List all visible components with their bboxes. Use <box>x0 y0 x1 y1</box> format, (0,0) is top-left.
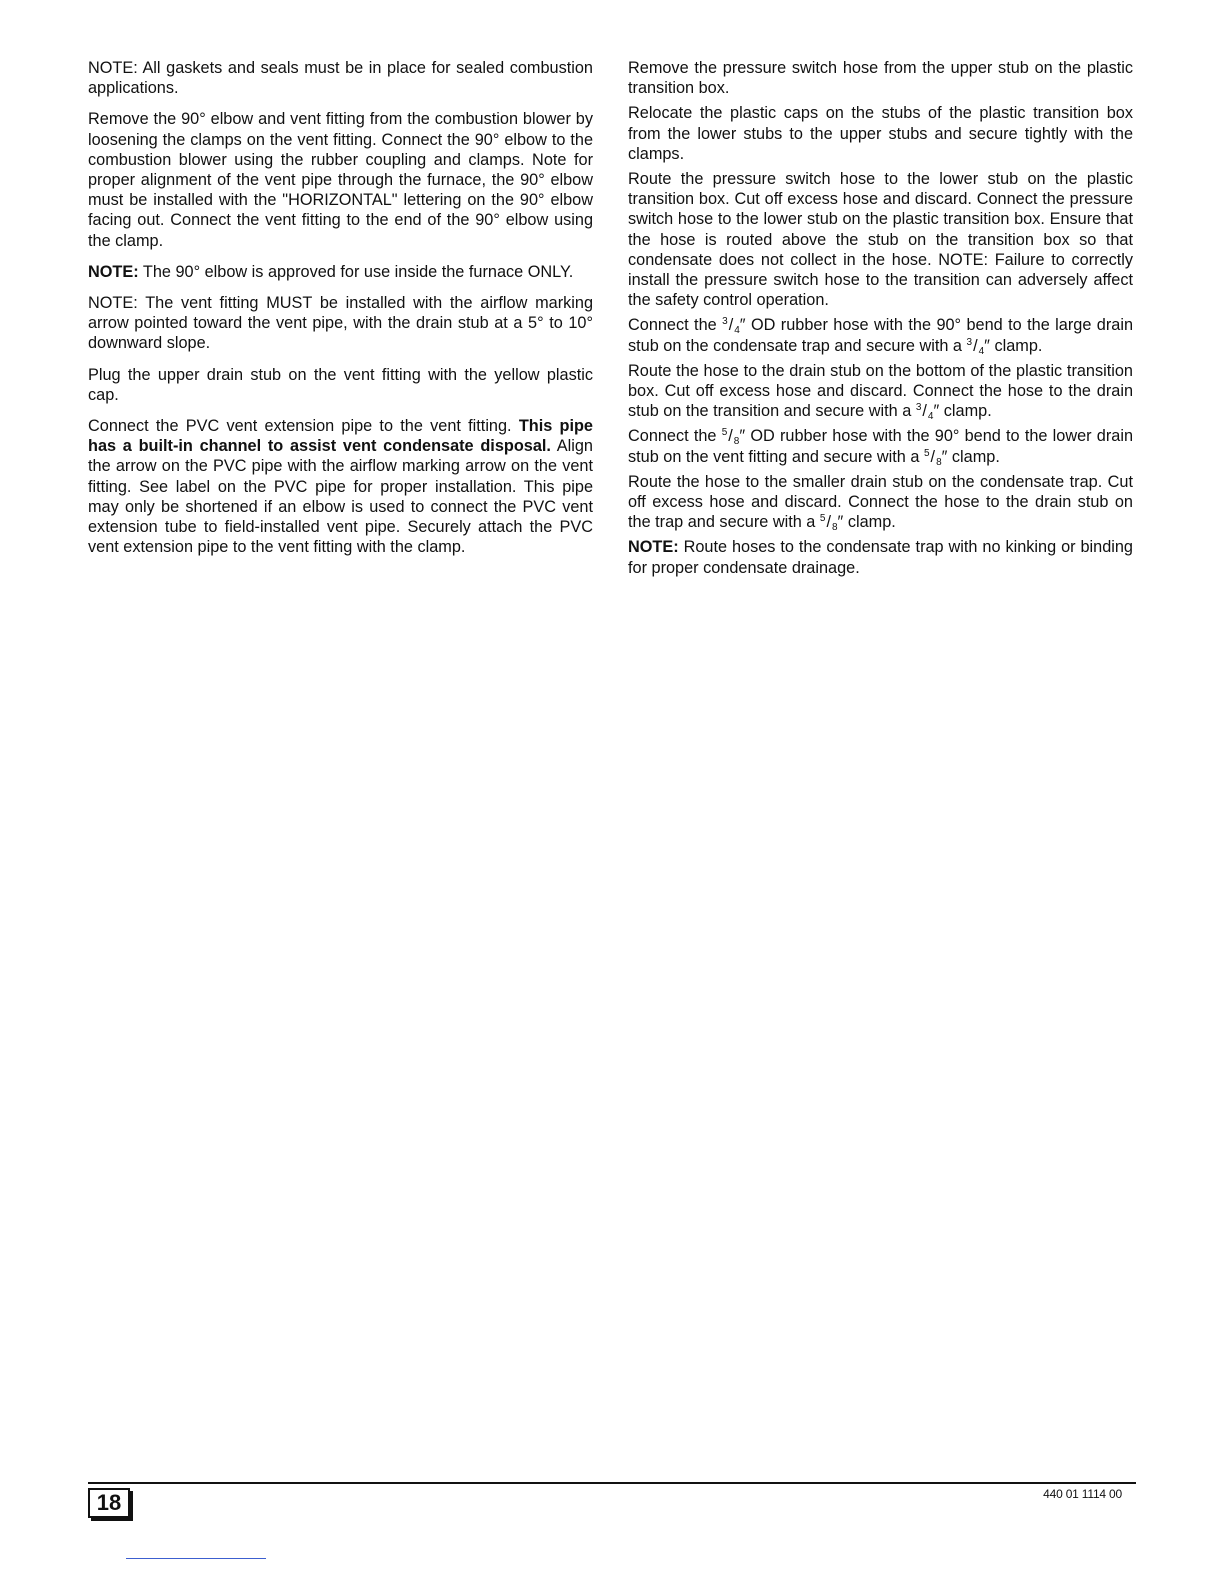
page-number: 18 <box>88 1488 130 1518</box>
text: clamp. <box>843 513 896 532</box>
fraction-slash: / <box>826 513 831 532</box>
note-text: The 90° elbow is approved for use inside the furnace ONLY. <box>138 262 574 281</box>
inch-mark: ″ <box>739 316 746 335</box>
fraction-slash: / <box>922 402 927 421</box>
paragraph-connect-three-quarter-hose <box>628 315 1133 355</box>
fraction-numerator: 3 <box>915 402 922 414</box>
fraction-five-eighth <box>819 513 844 534</box>
text: Connect the <box>628 427 722 446</box>
paragraph-sealed-combustion-note: NOTE: All gaskets and seals must be in place for sealed combustion applications. <box>88 59 593 98</box>
fraction-three-quarter <box>967 337 990 355</box>
fraction-three-quarter <box>722 316 746 337</box>
fraction-numerator: 3 <box>966 336 973 348</box>
inch-mark: ″ <box>837 513 844 532</box>
fraction-denominator: 8 <box>936 456 942 468</box>
paragraph-vent-fitting-note: NOTE: The vent fitting MUST be installed with the airflow marking arrow pointed toward the vent pipe, with the drain stub at a 5° to 10° downward slope. <box>88 294 593 353</box>
paragraph-route-hose-trap <box>628 472 1133 533</box>
paragraph-route-pressure-hose: Route the pressure switch hose to the lower stub on the plastic transition box. Cut off excess hose and discard. Connect the pressure switch hose to the lower stub on the plastic transition box. Ensure that the hose is routed above the stub on the transition box so that condensate does not collect in the hose. NOTE: Failure to correctly install the pressure switch hose to the transition can adversely affect the safety control operation. <box>628 170 1133 310</box>
paragraph-plug-drain-stub: Plug the upper drain stub on the vent fitting with the yellow plastic cap. <box>88 365 593 404</box>
document-code: 440 01 1114 00 <box>1043 1487 1122 1501</box>
text: Connect the <box>628 316 723 335</box>
fraction-slash: / <box>728 316 734 335</box>
pvc-text-start: Connect the PVC vent extension pipe to the vent fitting. <box>88 417 519 436</box>
pvc-text-end: Align the arrow on the PVC pipe with the airflow marking arrow on the vent fitting. See label on the PVC pipe for proper installation. This pipe may only be shortened if an elbow is used to connect the PVC vent extension tube to field-installed vent pipe. Securely attach the PVC vent extension pipe to the vent fitting with the clamp. <box>88 437 593 557</box>
fraction-denominator: 4 <box>927 411 934 423</box>
paragraph-route-hose-transition <box>628 361 1133 422</box>
text: clamp. <box>989 336 1043 355</box>
note-label: NOTE: <box>628 538 679 557</box>
text: OD rubber hose with the 90° bend to the large drain stub on the condensate trap and secure with a <box>628 316 1134 355</box>
text: Route the hose to the smaller drain stub on the condensate trap. Cut off excess hose and discard. Connect the hose to the drain stub on the trap and secure with a <box>628 472 1133 532</box>
right-column <box>628 58 1133 583</box>
fraction-denominator: 8 <box>733 436 740 448</box>
fraction-numerator: 5 <box>923 447 930 459</box>
fraction-slash: / <box>973 336 978 355</box>
paragraph-elbow-approval-note <box>88 262 593 282</box>
fraction-denominator: 8 <box>831 522 838 534</box>
left-column <box>88 58 593 568</box>
note-label: NOTE: <box>88 262 139 281</box>
paragraph-connect-five-eighth-hose <box>628 426 1133 466</box>
footer-rule <box>88 1482 1136 1484</box>
inch-mark: ″ <box>933 402 940 421</box>
paragraph-pvc-extension <box>88 416 593 557</box>
inch-mark: ″ <box>941 447 948 466</box>
fraction-three-quarter <box>915 402 940 423</box>
fraction-numerator: 5 <box>819 513 826 525</box>
fraction-numerator: 3 <box>722 316 728 328</box>
fraction-five-eighth <box>924 448 947 466</box>
text: Route the hose to the drain stub on the bottom of the plastic transition box. Cut off excess hose and discard. Connect the hose to the drain stub on the transition and secure with a <box>628 361 1133 421</box>
edge-link-line <box>126 1558 266 1559</box>
fraction-denominator: 4 <box>978 345 985 357</box>
note-text: Route hoses to the condensate trap with no kinking or binding for proper condensate drainage. <box>628 538 1133 577</box>
paragraph-remove-pressure-hose: Remove the pressure switch hose from the upper stub on the plastic transition box. <box>628 59 1133 98</box>
text: clamp. <box>947 447 1000 466</box>
text: clamp. <box>939 402 992 421</box>
fraction-denominator: 4 <box>734 325 740 337</box>
pvc-bold-text: This pipe has a built-in channel to assist vent condensate disposal. <box>88 417 593 456</box>
paragraph-remove-elbow: Remove the 90° elbow and vent fitting from the combustion blower by loosening the clamps on the vent fitting. Connect the 90° elbow to the combustion blower using the rubber coupling and clamps. Note for proper alignment of the vent pipe through the furnace, the 90° elbow must be installed with the "HORIZONTAL" lettering on the 90° elbow facing out. Connect the vent fitting to the end of the 90° elbow using the clamp. <box>88 110 593 250</box>
fraction-five-eighth <box>721 427 746 448</box>
fraction-numerator: 5 <box>721 427 728 439</box>
fraction-slash: / <box>930 447 936 466</box>
text: OD rubber hose with the 90° bend to the lower drain stub on the vent fitting and secure with a <box>628 427 1133 466</box>
paragraph-relocate-caps: Relocate the plastic caps on the stubs of the plastic transition box from the lower stubs to the upper stubs and secure tightly with the clamps. <box>628 104 1133 163</box>
inch-mark: ″ <box>739 427 746 446</box>
inch-mark: ″ <box>984 336 990 355</box>
fraction-slash: / <box>728 427 733 446</box>
paragraph-route-hoses-note <box>628 537 1133 577</box>
